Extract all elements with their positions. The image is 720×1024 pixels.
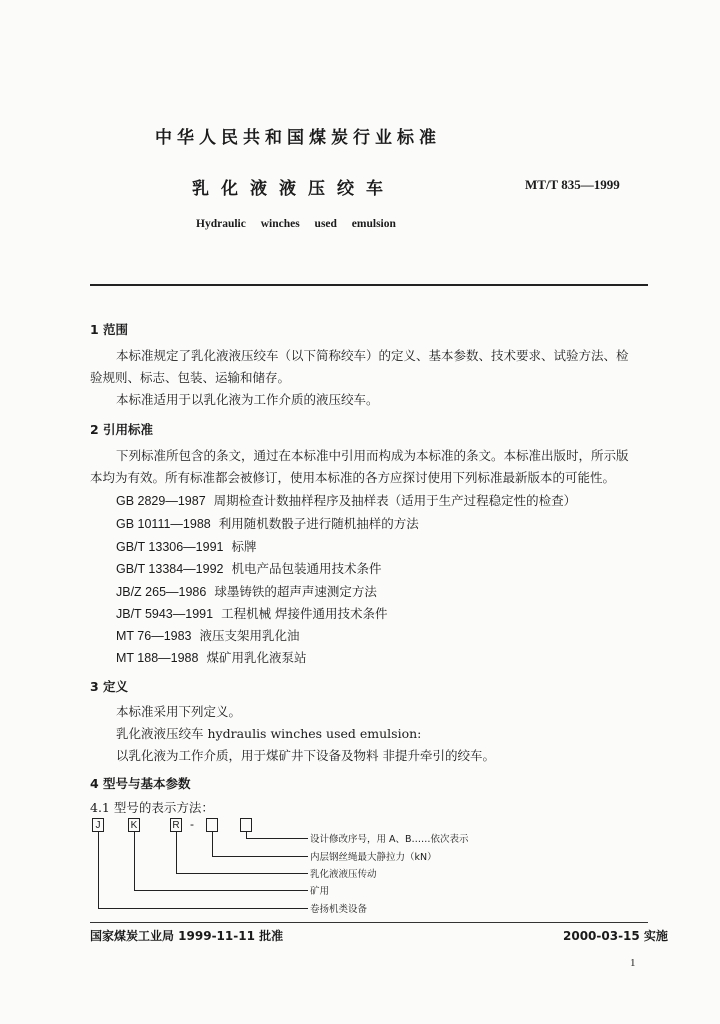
ref-item — [116, 626, 300, 644]
code-box-force — [206, 818, 218, 832]
section-3-para2: 乳化液液压绞车 hydraulis winches used emulsion: — [116, 726, 422, 741]
page-number: 1 — [630, 957, 636, 969]
ref-code: MT 188—1988 — [116, 651, 199, 665]
code-box-revision — [240, 818, 252, 832]
org-title: 中华人民共和国煤炭行业标准 — [155, 128, 441, 148]
ref-code: JB/T 5943—1991 — [116, 607, 214, 621]
label-emulsion-drive: 乳化液液压传动 — [310, 869, 377, 880]
section-4-heading: 4 型号与基本参数 — [90, 776, 191, 791]
ref-name: 煤矿用乳化液泵站 — [206, 650, 307, 665]
leader-line — [134, 890, 308, 891]
ref-name: 利用随机数骰子进行随机抽样的方法 — [218, 516, 419, 531]
label-rope-force: 内层钢丝绳最大静拉力（kN） — [310, 852, 437, 863]
section-2-para1-line1: 下列标准所包含的条文，通过在本标准中引用而构成为本标准的条文。本标准出版时，所示版 — [116, 448, 629, 463]
leader-line — [176, 832, 177, 873]
ref-name: 工程机械 焊接件通用技术条件 — [221, 606, 388, 621]
ref-code: JB/Z 265—1986 — [116, 585, 207, 599]
section-2-heading: 2 引用标准 — [90, 422, 154, 437]
leader-line — [212, 856, 308, 857]
ref-name: 液压支架用乳化油 — [199, 628, 300, 643]
doc-title-en: Hydraulic winches used emulsion — [196, 218, 396, 230]
effective-date: 2000-03-15 实施 — [563, 929, 668, 943]
section-3-para1: 本标准采用下列定义。 — [116, 704, 242, 719]
leader-line — [134, 832, 135, 890]
section-2-para1-line2: 本均为有效。所有标准都会被修订，使用本标准的各方应探讨使用下列标准最新版本的可能性。 — [90, 470, 616, 485]
code-box-k: K — [128, 818, 140, 832]
ref-name: 球墨铸铁的超声声速测定方法 — [214, 584, 377, 599]
doc-code: MT/T 835—1999 — [525, 177, 620, 192]
section-3-para3: 以乳化液为工作介质，用于煤矿井下设备及物料 非提升牵引的绞车。 — [116, 748, 495, 763]
section-4-1-heading: 4.1 型号的表示方法： — [90, 800, 214, 815]
section-3-heading: 3 定义 — [90, 679, 129, 694]
leader-line — [246, 838, 308, 839]
ref-item — [116, 582, 377, 600]
leader-line — [212, 832, 213, 856]
section-1-heading: 1 范围 — [90, 322, 129, 337]
ref-item — [116, 604, 388, 622]
ref-code: GB/T 13306—1991 — [116, 540, 224, 554]
footer-rule — [90, 922, 648, 923]
ref-item — [116, 491, 576, 509]
leader-line — [98, 908, 308, 909]
ref-item — [116, 648, 306, 666]
leader-line — [98, 832, 99, 908]
code-dash: - — [190, 817, 194, 831]
code-box-j: J — [92, 818, 104, 832]
ref-item — [116, 537, 257, 555]
section-1-para2: 本标准适用于以乳化液为工作介质的液压绞车。 — [116, 392, 379, 407]
section-1-para1-line2: 验规则、标志、包装、运输和储存。 — [90, 370, 291, 385]
ref-code: GB/T 13384—1992 — [116, 562, 224, 576]
label-hoist-equipment: 卷扬机类设备 — [310, 904, 368, 915]
code-box-r: R — [170, 818, 182, 832]
section-1-para1-line1: 本标准规定了乳化液液压绞车（以下简称绞车）的定义、基本参数、技术要求、试验方法、检 — [116, 348, 629, 363]
ref-name: 周期检查计数抽样程序及抽样表（适用于生产过程稳定性的检查） — [213, 493, 577, 508]
ref-code: GB 2829—1987 — [116, 494, 206, 508]
ref-code: MT 76—1983 — [116, 629, 192, 643]
header-rule — [90, 284, 648, 286]
doc-title: 乳化液液压绞车 — [192, 179, 395, 199]
leader-line — [176, 873, 308, 874]
ref-code: GB 10111—1988 — [116, 517, 211, 531]
label-mine-use: 矿用 — [310, 886, 330, 897]
ref-item — [116, 559, 382, 577]
approval-date: 国家煤炭工业局 1999-11-11 批准 — [90, 929, 284, 943]
ref-item — [116, 514, 419, 532]
label-revision: 设计修改序号，用 A、B……依次表示 — [310, 834, 469, 845]
ref-name: 标牌 — [231, 539, 257, 554]
ref-name: 机电产品包装通用技术条件 — [231, 561, 382, 576]
